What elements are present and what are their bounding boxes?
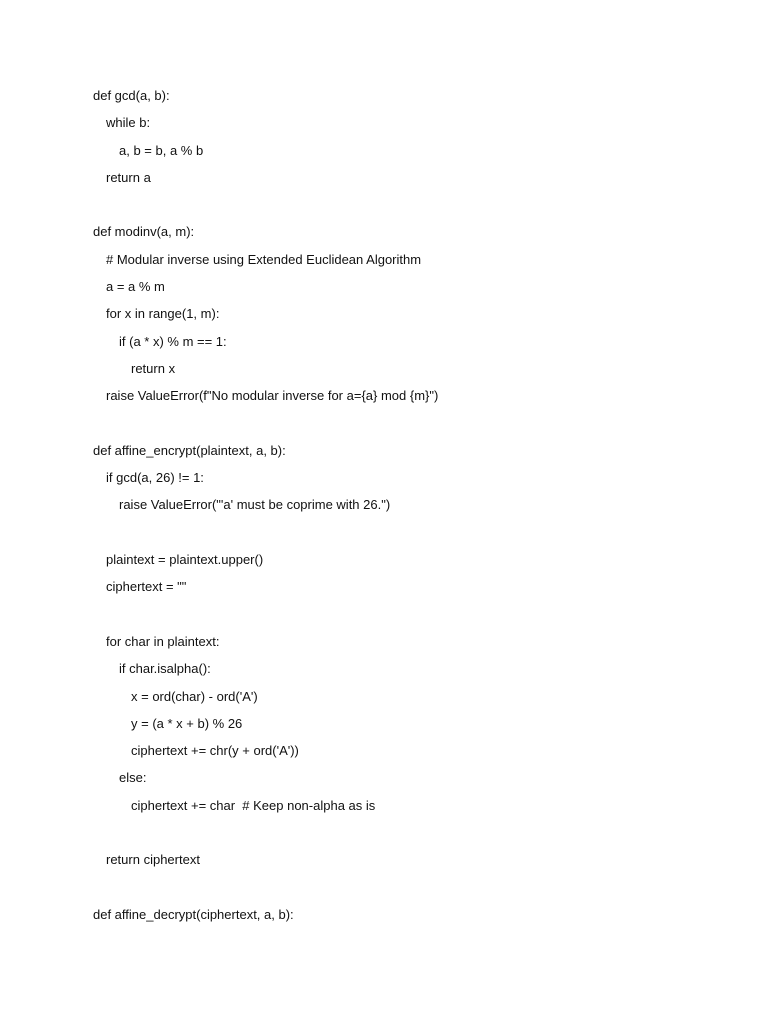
blank-line [93, 523, 733, 550]
code-line: if gcd(a, 26) != 1: [106, 470, 204, 486]
code-line: for char in plaintext: [106, 633, 220, 649]
code-line: plaintext = plaintext.upper() [106, 552, 264, 568]
code-line: raise ValueError(f"No modular inverse for a={a} mod {m}") [106, 388, 439, 404]
code-line: ciphertext = "" [106, 579, 187, 595]
code-block [93, 86, 733, 932]
code-comment: # Modular inverse using Extended Euclidean Algorithm [106, 251, 422, 267]
code-line: x = ord(char) - ord('A') [131, 688, 258, 704]
blank-line [93, 414, 733, 441]
code-line: def gcd(a, b): [93, 88, 170, 103]
code-line: def affine_encrypt(plaintext, a, b): [93, 442, 286, 458]
code-line: return x [131, 360, 176, 376]
blank-line [93, 823, 733, 850]
blank-line [93, 195, 733, 222]
code-line: return ciphertext [106, 852, 200, 868]
code-line: if (a * x) % m == 1: [119, 333, 227, 349]
code-line: y = (a * x + b) % 26 [131, 715, 243, 731]
code-line: a, b = b, a % b [119, 142, 204, 158]
code-line: raise ValueError("'a' must be coprime with 26.") [119, 497, 391, 513]
blank-line [93, 605, 733, 632]
code-line: a = a % m [106, 279, 165, 295]
code-line: def affine_decrypt(ciphertext, a, b): [93, 906, 294, 922]
code-line: for x in range(1, m): [106, 306, 220, 322]
code-line: return a [106, 169, 151, 185]
code-line: if char.isalpha(): [119, 661, 211, 677]
code-line: else: [119, 770, 147, 786]
code-line: def modinv(a, m): [93, 224, 195, 240]
code-line: ciphertext += char # Keep non-alpha as is [131, 797, 376, 813]
code-line: while b: [106, 115, 151, 131]
blank-line [93, 878, 733, 905]
code-line: ciphertext += chr(y + ord('A')) [131, 743, 299, 759]
